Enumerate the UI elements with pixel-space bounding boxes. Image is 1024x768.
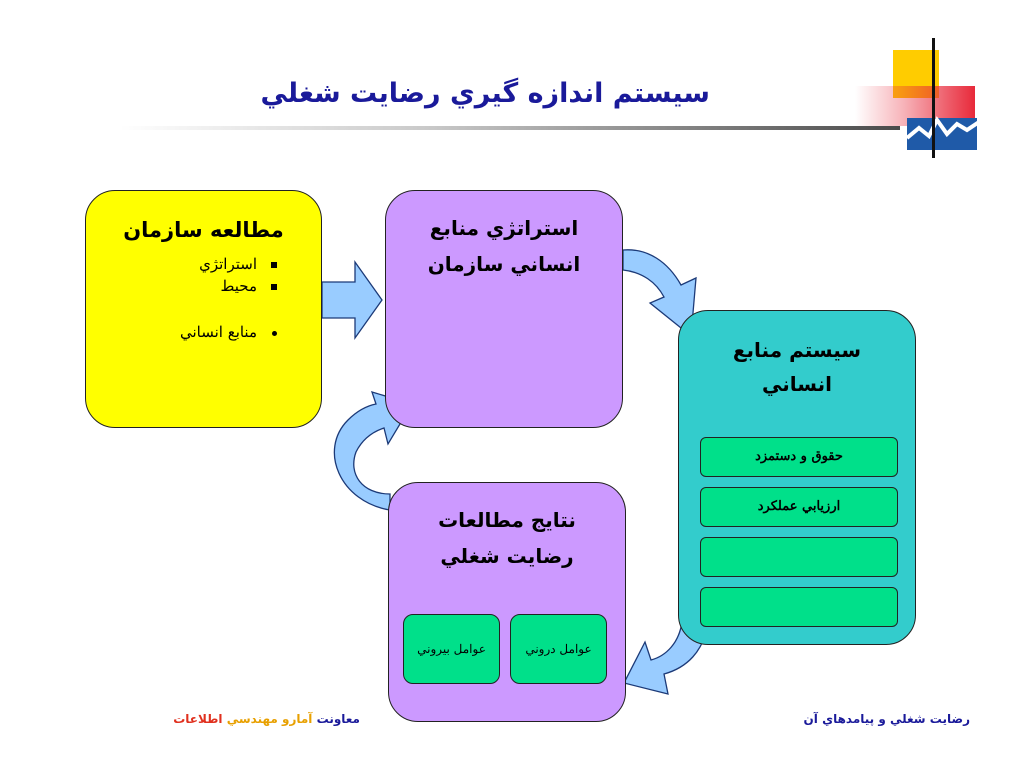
organization-study-box	[85, 190, 322, 428]
footer-organization	[140, 712, 360, 726]
hr-strategy-box	[385, 190, 623, 428]
results-title-line2: رضايت شغلي	[440, 544, 574, 568]
hr-strategy-title-line1: استراتژي منابع	[429, 216, 579, 240]
hr-item-performance: ارزيابي عملكرد	[700, 487, 898, 527]
footer-org-part1: معاونت	[316, 712, 360, 726]
hr-item-empty	[700, 537, 898, 577]
internal-factors-chip: عوامل دروني	[510, 614, 607, 684]
footer-org-part3: اطلاعات	[173, 712, 223, 726]
organization-study-bullets	[101, 255, 291, 365]
hr-item-empty	[700, 587, 898, 627]
bullet-item: منابع انساني	[180, 323, 291, 341]
hr-strategy-title-line2: انساني سازمان	[427, 252, 581, 276]
bullet-square-icon	[257, 277, 291, 295]
bullet-dot-icon	[257, 323, 291, 341]
footer-presentation-title: رضايت شغلي و پيامدهاي آن	[803, 712, 970, 726]
hr-system-box	[678, 310, 916, 645]
page-title: سيستم اندازه گيري رضايت شغلي	[260, 78, 710, 109]
external-factors-chip: عوامل بيروني	[403, 614, 500, 684]
arrow-study-to-strategy	[322, 262, 382, 338]
footer-org-part2: آمارو مهندسي	[226, 712, 313, 726]
bullet-square-icon	[257, 255, 291, 273]
hr-system-title-line2: انساني	[762, 372, 832, 396]
hr-item-payroll: حقوق و دستمزد	[700, 437, 898, 477]
bullet-item: محيط	[221, 277, 291, 295]
job-satisfaction-results-box	[388, 482, 626, 722]
results-title-line1: نتايج مطالعات	[438, 508, 576, 532]
bullet-item: استراتژي	[199, 255, 291, 273]
hr-system-title-line1: سيستم منابع	[732, 338, 862, 362]
organization-study-title: مطالعه سازمان	[123, 218, 284, 242]
